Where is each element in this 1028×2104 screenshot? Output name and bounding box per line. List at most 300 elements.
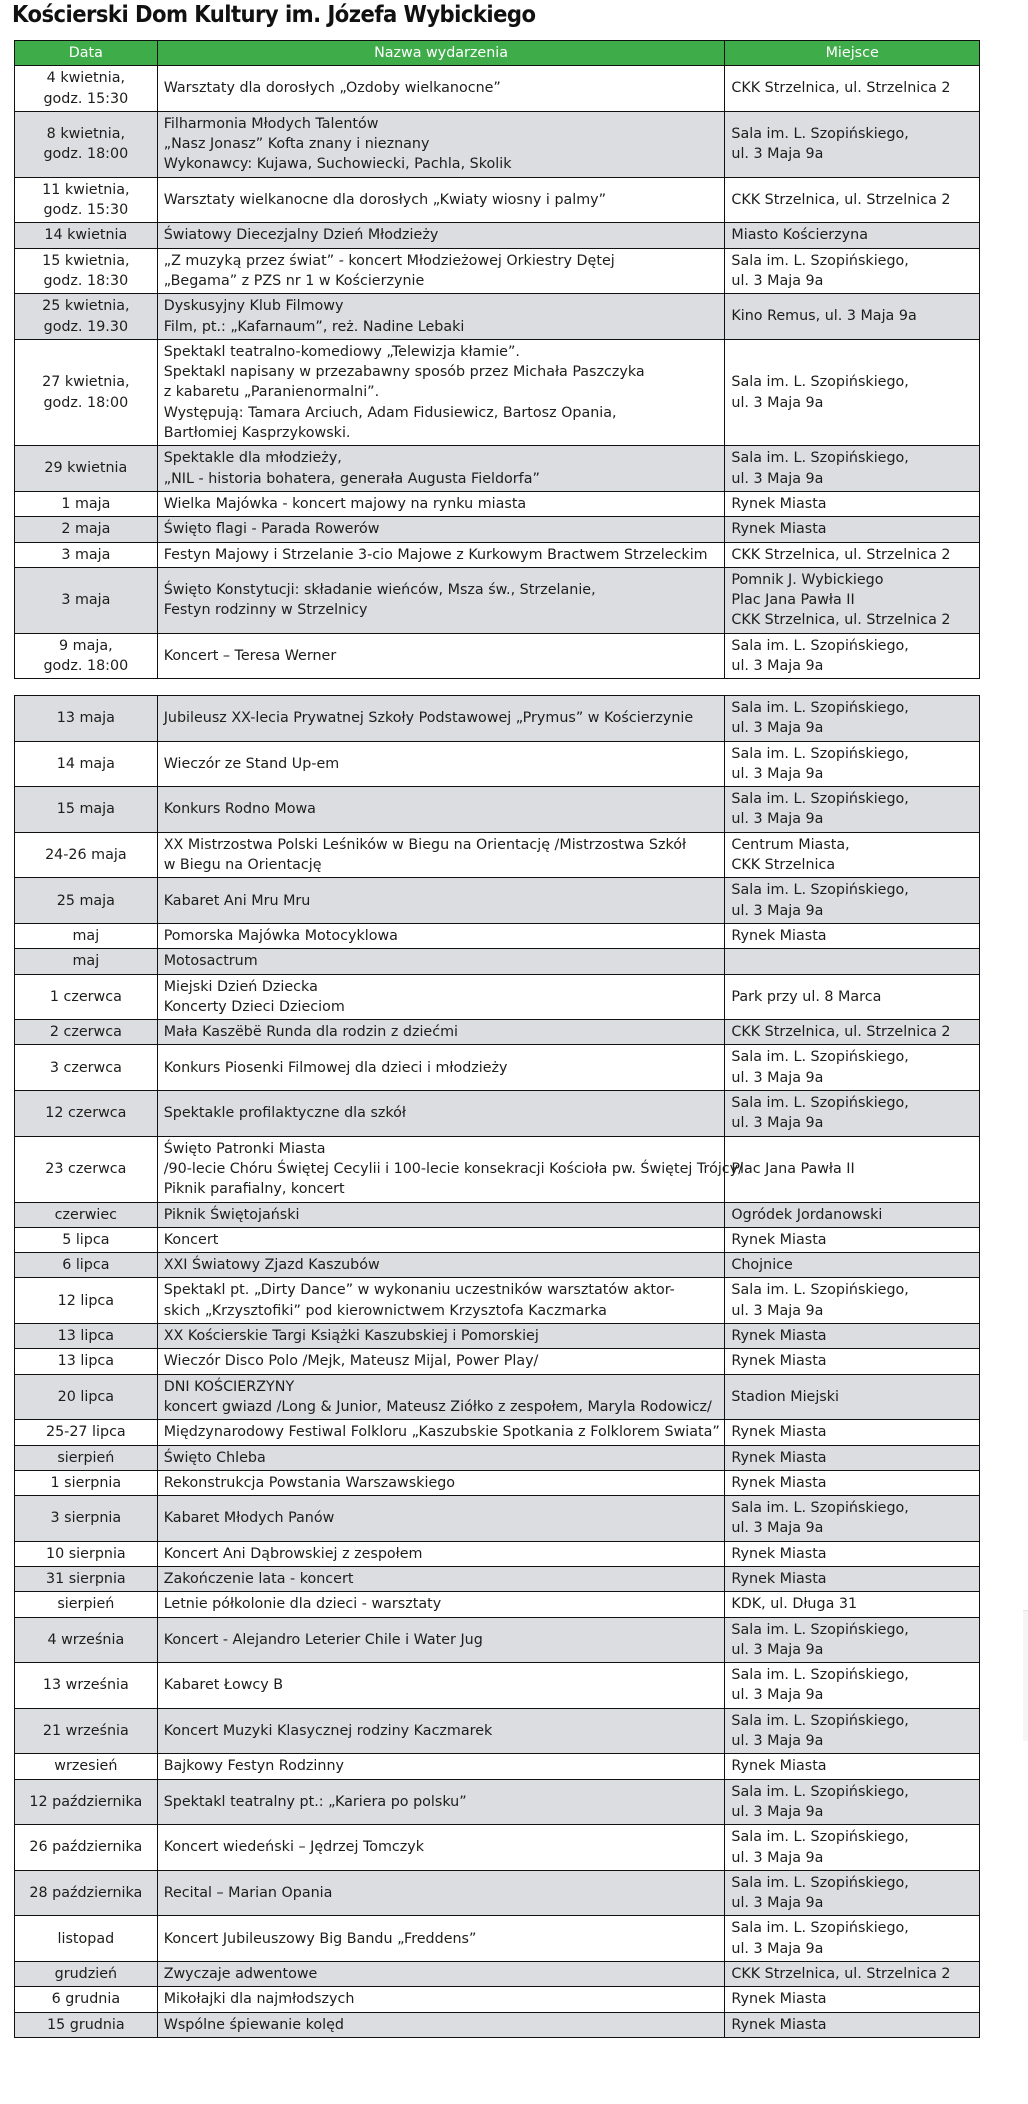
cell-text-line: Sala im. L. Szopińskiego, — [731, 700, 909, 716]
event-place-cell — [725, 294, 980, 340]
event-date-cell — [15, 339, 158, 445]
table-row — [15, 1496, 980, 1542]
table-row — [15, 1227, 980, 1252]
event-date-cell — [15, 1566, 158, 1591]
cell-text-line: CKK Strzelnica, ul. Strzelnica 2 — [731, 1024, 951, 1041]
table-header-row — [15, 41, 980, 66]
event-name-cell — [157, 787, 725, 833]
event-name-cell — [157, 1779, 725, 1825]
event-date-cell — [15, 177, 158, 223]
cell-text-line: Sala im. L. Szopińskiego, — [731, 1783, 909, 1800]
event-place-cell — [725, 923, 980, 948]
event-place-cell — [725, 1566, 980, 1591]
event-place-cell — [725, 633, 980, 679]
event-place-cell — [725, 832, 980, 878]
cell-text-line: 14 kwietnia — [44, 227, 128, 244]
event-place-cell — [725, 1420, 980, 1445]
cell-text-line: 3 czerwca — [49, 1059, 122, 1076]
event-date-cell — [15, 2012, 158, 2037]
table-row — [15, 1754, 980, 1779]
events-table-2 — [14, 695, 980, 2038]
event-name-cell — [157, 1825, 725, 1871]
event-date-cell — [15, 1420, 158, 1445]
cell-text-line: Spektakle dla młodzieży, — [163, 450, 342, 467]
cell-text-line: Ogródek Jordanowski — [731, 1206, 883, 1223]
cell-text-line: 2 czerwca — [49, 1024, 122, 1041]
event-place-cell — [725, 1374, 980, 1420]
cell-text-line: Święto Patronki Miasta — [163, 1140, 326, 1157]
cell-text-line: CKK Strzelnica, ul. Strzelnica 2 — [731, 191, 951, 208]
table-row — [15, 1091, 980, 1137]
event-date-cell — [15, 1754, 158, 1779]
event-place-cell — [725, 1496, 980, 1542]
event-place-cell — [725, 446, 980, 492]
event-name-cell — [157, 177, 725, 223]
cell-text-line: Występują: Tamara Arciuch, Adam Fidusiewicz, Bartosz Opania, — [163, 404, 617, 421]
table-row — [15, 1324, 980, 1349]
cell-text-line: ul. 3 Maja 9a — [731, 658, 824, 675]
event-name-cell — [157, 1663, 725, 1709]
cell-text-line: Rynek Miasta — [731, 1758, 827, 1775]
cell-text-line: Rynek Miasta — [731, 1231, 827, 1248]
event-name-cell — [157, 223, 725, 248]
cell-text-line: Sala im. L. Szopińskiego, — [731, 374, 909, 391]
event-date-cell — [15, 1870, 158, 1916]
cell-text-line: 15 maja — [56, 801, 115, 818]
cell-text-line: CKK Strzelnica, ul. Strzelnica 2 — [731, 546, 951, 563]
cell-text-line: Wieczór Disco Polo /Mejk, Mateusz Mijal, Power Play/ — [163, 1353, 539, 1370]
cell-text-line: 15 grudnia — [47, 2016, 125, 2033]
table-row — [15, 111, 980, 177]
event-name-cell — [157, 1962, 725, 1987]
cell-text-line: koncert gwiazd /Long & Junior, Mateusz Ziółko z zespołem, Maryla Rodowicz/ — [163, 1398, 712, 1415]
cell-text-line: 29 kwietnia — [44, 460, 128, 477]
cell-text-line: Film, pt.: „Kafarnaum”, reż. Nadine Lebaki — [163, 318, 465, 335]
cell-text-line: Filharmonia Młodych Talentów — [163, 115, 379, 132]
cell-text-line: Sala im. L. Szopińskiego, — [731, 450, 909, 467]
event-name-cell — [157, 1708, 725, 1754]
table-row — [15, 633, 980, 679]
cell-text-line: maj — [72, 927, 100, 944]
event-place-cell — [725, 1020, 980, 1045]
cell-text-line: Wykonawcy: Kujawa, Suchowiecki, Pachla, Skolik — [163, 156, 512, 173]
event-date-cell — [15, 66, 158, 112]
event-place-cell — [725, 1825, 980, 1871]
cell-text-line: skich „Krzysztofiki” pod kierownictwem Krzysztofa Kaczmarka — [163, 1302, 607, 1319]
cell-text-line: Festyn Majowy i Strzelanie 3-cio Majowe z Kurkowym Bractwem Strzeleckim — [163, 546, 708, 563]
cell-text-line: Koncert Ani Dąbrowskiej z zespołem — [163, 1545, 423, 1562]
cell-text-line: „Nasz Jonasz” Kofta znany i nieznany — [163, 136, 430, 153]
events-table-1-body — [15, 66, 980, 679]
event-place-cell — [725, 248, 980, 294]
event-place-cell — [725, 787, 980, 833]
table-row — [15, 1202, 980, 1227]
table-row — [15, 1020, 980, 1045]
cell-text-line: Sala im. L. Szopińskiego, — [731, 1874, 909, 1891]
cell-text-line: Sala im. L. Szopińskiego, — [731, 1920, 909, 1937]
cell-text-line: Rynek Miasta — [731, 1474, 827, 1491]
cell-text-line: Recital – Marian Opania — [163, 1884, 333, 1901]
event-date-cell — [15, 696, 158, 742]
event-date-cell — [15, 1470, 158, 1495]
cell-text-line: ul. 3 Maja 9a — [731, 1520, 824, 1537]
cell-text-line: Koncert wiedeński – Jędrzej Tomczyk — [163, 1839, 425, 1856]
event-name-cell — [157, 832, 725, 878]
cell-text-line: Sala im. L. Szopińskiego, — [731, 252, 909, 269]
cell-text-line: Koncert Muzyki Klasycznej rodziny Kaczmarek — [163, 1722, 493, 1739]
table-row — [15, 66, 980, 112]
table-row — [15, 2012, 980, 2037]
table-row — [15, 949, 980, 974]
cell-text-line: Rynek Miasta — [731, 495, 827, 512]
cell-text-line: Jubileusz XX-lecia Prywatnej Szkoły Podstawowej „Prymus” w Kościerzynie — [163, 710, 694, 727]
cell-text-line: ul. 3 Maja 9a — [731, 272, 824, 289]
cell-text-line: Kabaret Łowcy B — [163, 1677, 284, 1694]
cell-text-line: 27 kwietnia, — [42, 374, 130, 391]
table-row — [15, 1825, 980, 1871]
cell-text-line: Sala im. L. Szopińskiego, — [731, 126, 909, 143]
cell-text-line: KDK, ul. Długa 31 — [731, 1596, 858, 1613]
table-row — [15, 1470, 980, 1495]
event-name-cell — [157, 1754, 725, 1779]
event-place-cell — [725, 1136, 980, 1202]
column-header-event-name: Nazwa wydarzenia — [157, 41, 725, 66]
event-place-cell — [725, 878, 980, 924]
cell-text-line: 13 lipca — [57, 1328, 115, 1345]
cell-text-line: XXI Światowy Zjazd Kaszubów — [163, 1257, 380, 1274]
cell-text-line: Mikołajki dla najmłodszych — [163, 1991, 355, 2008]
table-row — [15, 923, 980, 948]
event-date-cell — [15, 1708, 158, 1754]
event-date-cell — [15, 832, 158, 878]
cell-text-line: 25 kwietnia, — [42, 298, 130, 315]
event-date-cell — [15, 787, 158, 833]
cell-text-line: /90-lecie Chóru Świętej Cecylii i 100-lecie konsekracji Kościoła pw. Świętej Trójcy/ — [163, 1160, 743, 1177]
event-date-cell — [15, 1020, 158, 1045]
table-row — [15, 1708, 980, 1754]
cell-text-line: godz. 18:30 — [43, 272, 129, 289]
table-row — [15, 1962, 980, 1987]
cell-text-line: Sala im. L. Szopińskiego, — [731, 882, 909, 899]
table-row — [15, 974, 980, 1020]
cell-text-line: grudzień — [54, 1966, 118, 1983]
cell-text-line: Rynek Miasta — [731, 1353, 827, 1370]
event-date-cell — [15, 1496, 158, 1542]
cell-text-line: Koncert Jubileuszowy Big Bandu „Freddens” — [163, 1930, 477, 1947]
table-row — [15, 1987, 980, 2012]
cell-text-line: Rynek Miasta — [731, 1570, 827, 1587]
event-date-cell — [15, 1916, 158, 1962]
event-name-cell — [157, 1916, 725, 1962]
cell-text-line: Sala im. L. Szopińskiego, — [731, 745, 909, 762]
table-row — [15, 517, 980, 542]
event-name-cell — [157, 1136, 743, 1202]
event-date-cell — [15, 1541, 158, 1566]
event-name-cell — [157, 2012, 725, 2037]
cell-text-line: 1 sierpnia — [50, 1474, 122, 1491]
cell-text-line: ul. 3 Maja 9a — [731, 1940, 824, 1957]
cell-text-line: Koncert - Alejandro Leterier Chile i Water Jug — [163, 1631, 483, 1648]
event-name-cell — [157, 1987, 725, 2012]
event-date-cell — [15, 1825, 158, 1871]
cell-text-line: ul. 3 Maja 9a — [731, 1115, 824, 1132]
event-place-cell — [725, 567, 980, 633]
event-name-cell — [157, 1470, 725, 1495]
table-row — [15, 294, 980, 340]
cell-text-line: Rynek Miasta — [731, 1545, 827, 1562]
cell-text-line: 13 lipca — [57, 1353, 115, 1370]
cell-text-line: Warsztaty wielkanocne dla dorosłych „Kwiaty wiosny i palmy” — [163, 191, 607, 208]
event-place-cell — [725, 111, 980, 177]
cell-text-line: 2 maja — [61, 521, 111, 538]
event-name-cell — [157, 567, 725, 633]
cell-text-line: Konkurs Rodno Mowa — [163, 801, 316, 818]
event-place-cell — [725, 339, 980, 445]
cell-text-line: 14 maja — [56, 755, 115, 772]
cell-text-line: ul. 3 Maja 9a — [731, 720, 824, 737]
event-place-cell — [725, 1278, 980, 1324]
event-place-cell — [725, 949, 980, 974]
cell-text-line: ul. 3 Maja 9a — [731, 1895, 824, 1912]
event-place-cell — [725, 177, 980, 223]
event-name-cell — [157, 696, 725, 742]
cell-text-line: Światowy Diecezjalny Dzień Młodzieży — [163, 227, 439, 244]
event-name-cell — [157, 1324, 725, 1349]
column-header-date: Data — [15, 41, 158, 66]
cell-text-line: ul. 3 Maja 9a — [731, 1687, 824, 1704]
table-row — [15, 1541, 980, 1566]
cell-text-line: Letnie półkolonie dla dzieci - warsztaty — [163, 1596, 442, 1613]
event-date-cell — [15, 1091, 158, 1137]
event-place-cell — [725, 542, 980, 567]
event-name-cell — [157, 741, 725, 787]
cell-text-line: godz. 15:30 — [43, 90, 129, 107]
event-place-cell — [725, 696, 980, 742]
event-place-cell — [725, 1202, 980, 1227]
event-date-cell — [15, 974, 158, 1020]
cell-text-line: maj — [72, 953, 100, 970]
scrollbar-remnant — [1023, 1610, 1028, 1741]
table-row — [15, 1374, 980, 1420]
cell-text-line: Rynek Miasta — [731, 1449, 827, 1466]
cell-text-line: 26 października — [29, 1839, 143, 1856]
table-row — [15, 1663, 980, 1709]
event-date-cell — [15, 1962, 158, 1987]
event-place-cell — [725, 1470, 980, 1495]
cell-text-line: listopad — [57, 1930, 115, 1947]
cell-text-line: ul. 3 Maja 9a — [731, 765, 824, 782]
event-name-cell — [157, 1592, 725, 1617]
event-name-cell — [157, 1202, 725, 1227]
event-name-cell — [157, 1496, 725, 1542]
cell-text-line: Rynek Miasta — [731, 2016, 827, 2033]
cell-text-line: Koncert — [163, 1231, 219, 1248]
cell-text-line: „Begama” z PZS nr 1 w Kościerzynie — [163, 272, 425, 289]
cell-text-line: 5 lipca — [62, 1231, 110, 1248]
events-table-1 — [14, 40, 980, 679]
event-place-cell — [725, 223, 980, 248]
cell-text-line: 31 sierpnia — [45, 1570, 126, 1587]
cell-text-line: 4 września — [47, 1631, 125, 1648]
event-date-cell — [15, 1592, 158, 1617]
event-place-cell — [725, 2012, 980, 2037]
cell-text-line: 15 kwietnia, — [42, 252, 130, 269]
table-row — [15, 1779, 980, 1825]
cell-text-line: Wspólne śpiewanie kolęd — [163, 2016, 344, 2033]
cell-text-line: Centrum Miasta, — [731, 836, 850, 853]
event-date-cell — [15, 1227, 158, 1252]
event-date-cell — [15, 1987, 158, 2012]
cell-text-line: 3 maja — [61, 546, 111, 563]
cell-text-line: Piknik parafialny, koncert — [163, 1181, 345, 1198]
cell-text-line: ul. 3 Maja 9a — [731, 470, 824, 487]
event-name-cell — [157, 1091, 725, 1137]
event-name-cell — [157, 339, 725, 445]
event-date-cell — [15, 1779, 158, 1825]
cell-text-line: 10 sierpnia — [45, 1545, 126, 1562]
cell-text-line: Sala im. L. Szopińskiego, — [731, 1712, 909, 1729]
cell-text-line: Dyskusyjny Klub Filmowy — [163, 298, 344, 315]
cell-text-line: godz. 18:00 — [43, 146, 129, 163]
cell-text-line: XX Kościerskie Targi Książki Kaszubskiej i Pomorskiej — [163, 1328, 539, 1345]
event-name-cell — [157, 923, 725, 948]
event-date-cell — [15, 1349, 158, 1374]
cell-text-line: Rynek Miasta — [731, 1991, 827, 2008]
cell-text-line: Święto Chleba — [163, 1449, 266, 1466]
cell-text-line: ul. 3 Maja 9a — [731, 146, 824, 163]
table-row — [15, 1045, 980, 1091]
cell-text-line: DNI KOŚCIERZYNY — [163, 1378, 295, 1395]
event-name-cell — [157, 949, 725, 974]
cell-text-line: sierpień — [57, 1596, 115, 1613]
cell-text-line: Sala im. L. Szopińskiego, — [731, 1049, 909, 1066]
event-name-cell — [157, 1045, 725, 1091]
table-row — [15, 248, 980, 294]
event-date-cell — [15, 878, 158, 924]
cell-text-line: ul. 3 Maja 9a — [731, 1069, 824, 1086]
table-row — [15, 1253, 980, 1278]
event-name-cell — [157, 633, 725, 679]
table-row — [15, 832, 980, 878]
cell-text-line: w Biegu na Orientację — [163, 857, 322, 874]
cell-text-line: 9 maja, — [59, 637, 113, 654]
event-name-cell — [157, 1566, 725, 1591]
event-date-cell — [15, 517, 158, 542]
cell-text-line: Rynek Miasta — [731, 927, 827, 944]
cell-text-line: 24-26 maja — [45, 846, 127, 863]
event-place-cell — [725, 1916, 980, 1962]
event-name-cell — [157, 1870, 725, 1916]
cell-text-line: ul. 3 Maja 9a — [731, 1302, 824, 1319]
event-place-cell — [725, 1870, 980, 1916]
table-row — [15, 1870, 980, 1916]
cell-text-line: Kino Remus, ul. 3 Maja 9a — [731, 308, 917, 325]
cell-text-line: Sala im. L. Szopińskiego, — [731, 637, 909, 654]
cell-text-line: Konkurs Piosenki Filmowej dla dzieci i młodzieży — [163, 1059, 508, 1076]
cell-text-line: Sala im. L. Szopińskiego, — [731, 1282, 909, 1299]
table-row — [15, 696, 980, 742]
event-place-cell — [725, 1253, 980, 1278]
table-row — [15, 567, 980, 633]
cell-text-line: Sala im. L. Szopińskiego, — [731, 791, 909, 808]
event-place-cell — [725, 1617, 980, 1663]
cell-text-line: 28 października — [29, 1884, 143, 1901]
cell-text-line: Piknik Świętojański — [163, 1206, 300, 1223]
cell-text-line: czerwiec — [54, 1206, 118, 1223]
table-row — [15, 223, 980, 248]
event-date-cell — [15, 923, 158, 948]
cell-text-line: Spektakl napisany w przezabawny sposób przez Michała Paszczyka — [163, 364, 645, 381]
cell-text-line: Wielka Majówka - koncert majowy na rynku miasta — [163, 495, 527, 512]
cell-text-line: z kabaretu „Paranienormalni”. — [163, 384, 380, 401]
event-name-cell — [157, 446, 725, 492]
table-row — [15, 339, 980, 445]
event-name-cell — [157, 1227, 725, 1252]
event-place-cell — [725, 1962, 980, 1987]
cell-text-line: 25-27 lipca — [45, 1424, 126, 1441]
cell-text-line: CKK Strzelnica, ul. Strzelnica 2 — [731, 1966, 951, 1983]
event-name-cell — [157, 1541, 725, 1566]
event-name-cell — [157, 1253, 725, 1278]
event-name-cell — [157, 974, 725, 1020]
cell-text-line: 12 lipca — [57, 1292, 115, 1309]
event-date-cell — [15, 1278, 158, 1324]
cell-text-line: Koncerty Dzieci Dzieciom — [163, 998, 345, 1015]
event-date-cell — [15, 1045, 158, 1091]
cell-text-line: Plac Jana Pawła II — [731, 1160, 855, 1177]
cell-text-line: 12 października — [29, 1793, 143, 1810]
cell-text-line: Sala im. L. Szopińskiego, — [731, 1500, 909, 1517]
event-name-cell — [157, 1420, 725, 1445]
cell-text-line: Pomorska Majówka Motocyklowa — [163, 927, 398, 944]
cell-text-line: CKK Strzelnica, ul. Strzelnica 2 — [731, 80, 951, 97]
cell-text-line: 3 sierpnia — [50, 1510, 122, 1527]
event-place-cell — [725, 1708, 980, 1754]
cell-text-line: Koncert – Teresa Werner — [163, 647, 337, 664]
event-place-cell — [725, 1987, 980, 2012]
event-place-cell — [725, 1045, 980, 1091]
event-place-cell — [725, 1754, 980, 1779]
table-row — [15, 177, 980, 223]
cell-text-line: Rynek Miasta — [731, 521, 827, 538]
event-date-cell — [15, 633, 158, 679]
cell-text-line: Festyn rodzinny w Strzelnicy — [163, 602, 368, 619]
cell-text-line: 6 lipca — [62, 1257, 110, 1274]
event-place-cell — [725, 1227, 980, 1252]
cell-text-line: „NIL - historia bohatera, generała Augusta Fieldorfa” — [163, 470, 540, 487]
table-row — [15, 1566, 980, 1591]
cell-text-line: Sala im. L. Szopińskiego, — [731, 1095, 909, 1112]
cell-text-line: Miasto Kościerzyna — [731, 227, 868, 244]
cell-text-line: Sala im. L. Szopińskiego, — [731, 1829, 909, 1846]
cell-text-line: Wieczór ze Stand Up-em — [163, 755, 340, 772]
table-row — [15, 1136, 980, 1202]
cell-text-line: CKK Strzelnica, ul. Strzelnica 2 — [731, 612, 951, 629]
event-place-cell — [725, 517, 980, 542]
table-row — [15, 446, 980, 492]
cell-text-line: ul. 3 Maja 9a — [731, 902, 824, 919]
cell-text-line: godz. 15:30 — [43, 202, 129, 219]
cell-text-line: Stadion Miejski — [731, 1388, 840, 1405]
cell-text-line: Zwyczaje adwentowe — [163, 1966, 318, 1983]
cell-text-line: godz. 18:00 — [43, 658, 129, 675]
event-place-cell — [725, 491, 980, 516]
event-date-cell — [15, 1445, 158, 1470]
table-row — [15, 787, 980, 833]
event-date-cell — [15, 294, 158, 340]
cell-text-line: Plac Jana Pawła II — [731, 592, 855, 609]
table-row — [15, 1420, 980, 1445]
